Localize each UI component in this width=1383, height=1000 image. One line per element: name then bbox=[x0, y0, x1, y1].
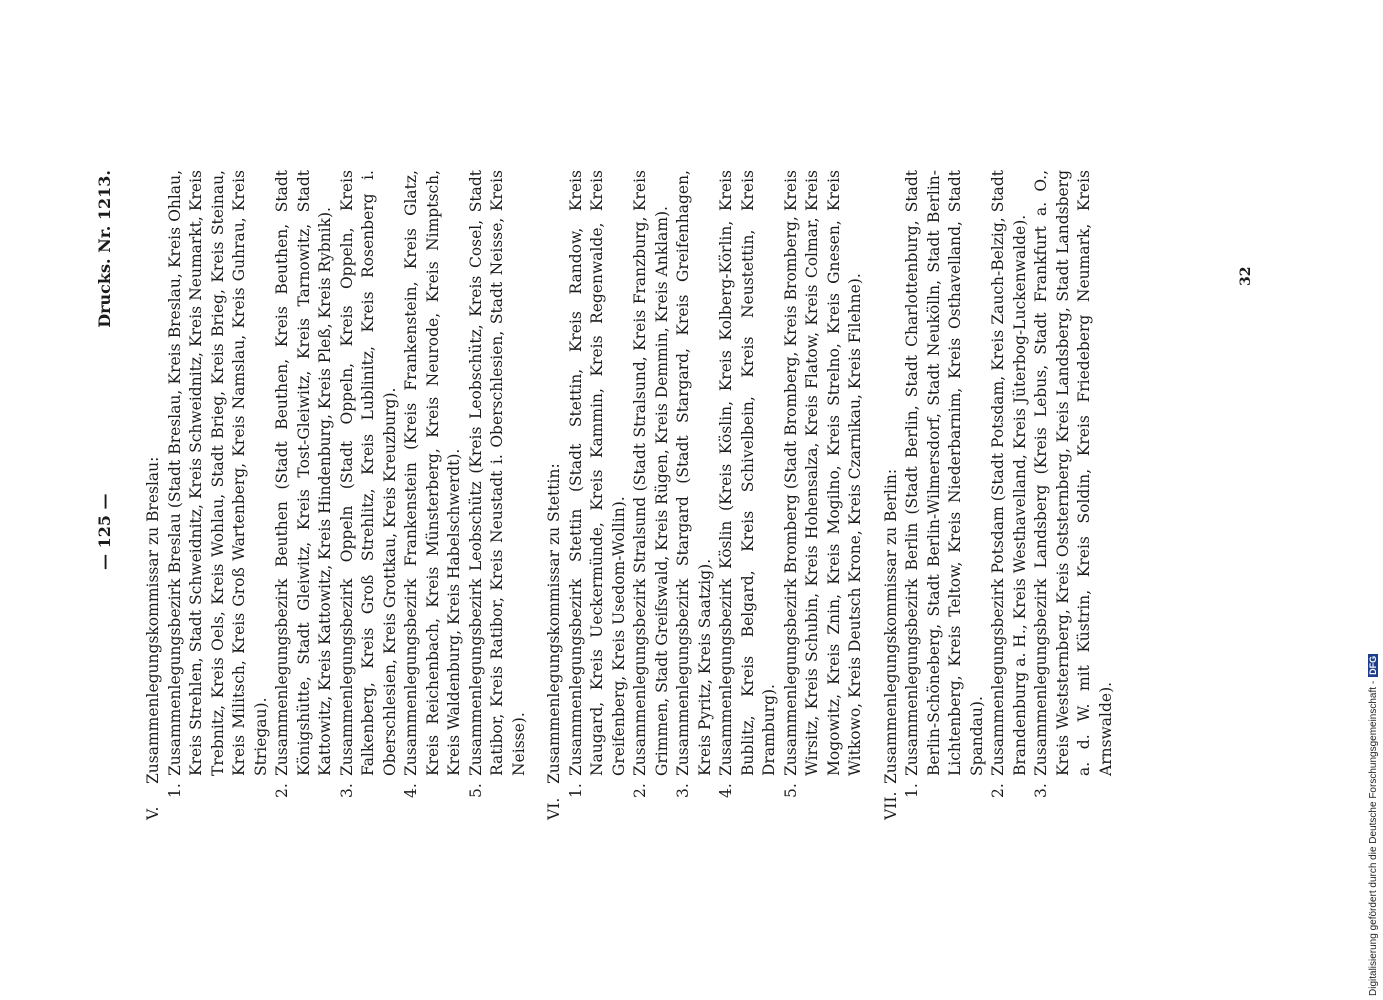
item-number: 1. bbox=[903, 783, 921, 798]
item-text: Zusammenlegungsbezirk Landsberg (Kreis Lebus, Stadt Frankfurt a. O., Kreis Weststernberg, Kreis Oststernberg, Kreis Landsberg, Stadt Landsberg a. d. W. mit Küstrin, Kreis Soldin, Kreis Friedeberg Neumark, Kreis Arnswalde). bbox=[1032, 170, 1115, 776]
item-number: 3. bbox=[1032, 783, 1050, 798]
section-number: VII. bbox=[881, 791, 900, 820]
item-number: 2. bbox=[989, 783, 1007, 798]
page-footer-number: 32 bbox=[1238, 266, 1254, 286]
list-item bbox=[466, 170, 531, 798]
item-text: Zusammenlegungsbezirk Leobschütz (Kreis Leobschütz, Kreis Cosel, Stadt Ratibor, Kreis Ratibor, Kreis Neustadt i. Oberschlesien, Stadt Neisse, Kreis Neisse). bbox=[466, 170, 528, 776]
section-number: VI. bbox=[545, 797, 563, 820]
item-text: Zusammenlegungsbezirk Stralsund (Stadt Stralsund, Kreis Franzburg, Kreis Grimmen, Stadt Greifswald, Kreis Rügen, Kreis Demmin, Kreis Anklam). bbox=[631, 170, 671, 776]
item-text: Zusammenlegungsbezirk Stettin (Stadt Stettin, Kreis Randow, Kreis Naugard, Kreis Ueckermünde, Kreis Kammin, Kreis Regenwalde, Kreis Greifenberg, Kreis Usedom-Wollin). bbox=[566, 170, 628, 776]
list-item bbox=[1031, 170, 1117, 798]
dfg-logo: DFG bbox=[1368, 655, 1378, 675]
item-number: 5. bbox=[781, 783, 800, 798]
item-text: Zusammenlegungsbezirk Berlin (Stadt Berlin, Stadt Charlottenburg, Stadt Berlin-Schöneberg, Stadt Berlin-Wilmersdorf, Stadt Neukölln, Stadt Berlin-Lichtenberg, Kreis Teltow, Kreis Niederbarnim, Kreis Osthavelland, Stadt Spandau). bbox=[903, 170, 986, 776]
item-number: 4. bbox=[402, 783, 420, 798]
section bbox=[143, 170, 530, 820]
document-body bbox=[143, 170, 1131, 820]
digitization-text: Digitalisierung gefördert durch die Deutsche Forschungsgemeinschaft - bbox=[1368, 680, 1379, 996]
list-item bbox=[337, 170, 402, 798]
list-item bbox=[272, 170, 337, 798]
list-item bbox=[902, 170, 988, 798]
digitization-note bbox=[1368, 16, 1380, 996]
item-text: Zusammenlegungsbezirk Beuthen (Stadt Beuthen, Kreis Beuthen, Stadt Königshütte, Stadt Gleiwitz, Kreis Tost-Gleiwitz, Kreis Tarnowitz, Stadt Kattowitz, Kreis Kattowitz, Kreis Hindenburg, Kreis Pleß, Kreis Rybnik). bbox=[273, 170, 334, 776]
item-number: 2. bbox=[273, 783, 291, 798]
section-items bbox=[902, 170, 1117, 798]
section-items bbox=[566, 170, 867, 798]
item-text: Zusammenlegungsbezirk Köslin (Kreis Köslin, Kreis Kolberg-Körlin, Kreis Bublitz, Kreis Belgard, Kreis Schivelbein, Kreis Neustettin, Kreis Dramburg). bbox=[717, 170, 778, 776]
item-text: Zusammenlegungsbezirk Potsdam (Stadt Potsdam, Kreis Zauch-Belzig, Stadt Brandenburg a. H., Kreis Westhavelland, Kreis Jüterbog-Luckenwalde). bbox=[989, 170, 1029, 776]
list-item bbox=[630, 170, 673, 798]
section-heading bbox=[143, 170, 165, 820]
section-title: Zusammenlegungskommissar zu Stettin: bbox=[545, 463, 563, 784]
page-header-number: — 125 — bbox=[95, 493, 114, 570]
page-header bbox=[95, 170, 125, 820]
item-number: 3. bbox=[337, 783, 356, 798]
section-title: Zusammenlegungskommissar zu Breslau: bbox=[144, 456, 162, 784]
item-number: 4. bbox=[717, 783, 735, 798]
list-item bbox=[716, 170, 781, 798]
item-number: 1. bbox=[165, 783, 184, 798]
list-item bbox=[165, 170, 273, 798]
list-item bbox=[673, 170, 716, 798]
druck-number: Drucks. Nr. 1213. bbox=[95, 170, 114, 328]
list-item bbox=[401, 170, 466, 798]
item-text: Zusammenlegungsbezirk Oppeln (Stadt Oppeln, Kreis Oppeln, Kreis Falkenberg, Kreis Groß Strehlitz, Kreis Lublinitz, Kreis Rosenberg i. Oberschlesien, Kreis Grottkau, Kreis Kreuzburg). bbox=[337, 170, 399, 776]
list-item bbox=[781, 170, 867, 798]
item-number: 5. bbox=[466, 783, 485, 798]
item-text: Zusammenlegungsbezirk Bromberg (Stadt Bromberg, Kreis Bromberg, Kreis Wirsitz, Kreis Schubin, Kreis Hohensalza, Kreis Flatow, Kreis Colmar, Kreis Mogowitz, Kreis Znin, Kreis Mogilno, Kreis Strelno, Kreis Gnesen, Kreis Witkowo, Kreis Deutsch Krone, Kreis Czarnikau, Kreis Filehne). bbox=[781, 170, 864, 776]
section bbox=[881, 170, 1118, 820]
list-item bbox=[988, 170, 1031, 798]
section-title: Zusammenlegungskommissar zu Berlin: bbox=[881, 468, 900, 784]
item-text: Zusammenlegungsbezirk Breslau (Stadt Breslau, Kreis Breslau, Kreis Ohlau, Kreis Strehlen, Stadt Schweidnitz, Kreis Schweidnitz, Kreis Neumarkt, Kreis Trebnitz, Kreis Oels, Kreis Wohlau, Stadt Brieg, Kreis Brieg, Kreis Steinau, Kreis Militsch, Kreis Groß Wartenberg, Kreis Namslau, Kreis Guhrau, Kreis Striegau). bbox=[165, 170, 270, 776]
section-heading bbox=[881, 170, 903, 820]
section-items bbox=[165, 170, 531, 798]
list-item bbox=[566, 170, 631, 798]
item-number: 3. bbox=[674, 783, 692, 798]
section-heading bbox=[544, 170, 566, 820]
rotated-page-content bbox=[95, 170, 1245, 820]
item-text: Zusammenlegungsbezirk Frankenstein (Kreis Frankenstein, Kreis Glatz, Kreis Reichenbach, Kreis Münsterberg, Kreis Neurode, Kreis Nimptsch, Kreis Waldenburg, Kreis Habelschwerdt). bbox=[402, 170, 463, 776]
section-number: V. bbox=[144, 806, 162, 820]
item-text: Zusammenlegungsbezirk Stargard (Stadt Stargard, Kreis Greifenhagen, Kreis Pyritz, Kreis Saatzig). bbox=[674, 170, 714, 776]
section bbox=[544, 170, 867, 820]
item-number: 1. bbox=[566, 783, 585, 798]
item-number: 2. bbox=[631, 783, 649, 798]
